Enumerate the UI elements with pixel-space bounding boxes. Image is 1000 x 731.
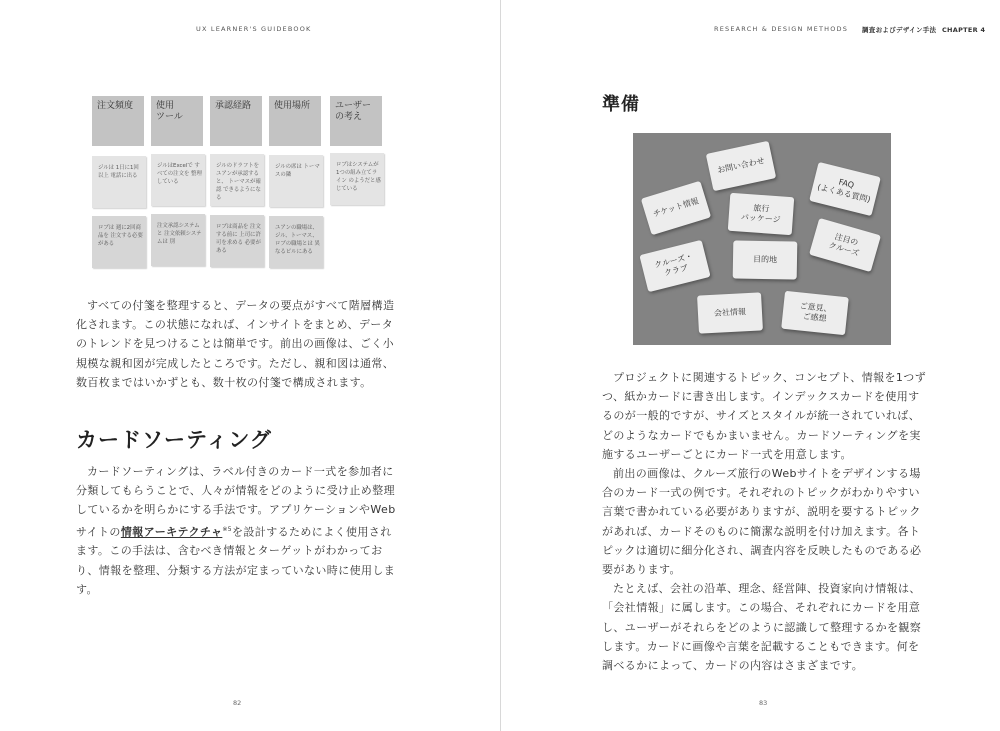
body-paragraph: たとえば、会社の沿革、理念、経営陣、投資家向け情報は、「会社情報」に属します。この場合、それぞれにカードを用意し、ユーザーがそれらをどのように認識して整理するかを観察します。カードに画像や言葉を記載することもできます。何を調べるかによって、カードの内容はさまざまです。 — [602, 582, 922, 673]
glossary-link[interactable]: 情報アーキテクチャ — [120, 525, 223, 539]
section-heading: 準備 — [602, 94, 640, 115]
section-heading: カードソーティング — [76, 428, 272, 452]
affinity-header: 使用 ツール — [151, 96, 203, 146]
topic-card: 目的地 — [733, 240, 798, 279]
topic-card: チケット情報 — [641, 181, 711, 235]
card-sorting-photo — [633, 133, 891, 345]
topic-card: ご意見、 ご感想 — [781, 291, 849, 335]
affinity-header: 承認経路 — [210, 96, 262, 146]
affinity-diagram — [92, 96, 392, 274]
topic-card: クルーズ・ クラブ — [639, 240, 710, 292]
topic-card: 注目の クルーズ — [809, 218, 881, 272]
sticky-note: ジルのドラフトを ユアンが承認すると、 トーマスが確認 できるようになる — [210, 154, 264, 206]
sticky-note: ジルはExcelで すべての注文を 整理している — [151, 154, 205, 206]
body-text — [602, 368, 928, 675]
sticky-note: ロブはシステムが 1つの組み立てライン のようだと感じている — [330, 153, 384, 205]
sticky-note: ジルの席は トーマスの隣 — [269, 155, 323, 207]
footnote-ref[interactable]: ※5 — [222, 525, 232, 533]
sticky-note: ユアンの職場は、 ジル、トーマス、 ロブの職場とは 異なるビルにある — [269, 216, 323, 268]
page-number: 82 — [233, 699, 242, 707]
paragraph-text: を設計するためによく使用されます。この手法は、含むべき情報とターゲットがわかっており、情報を整理、分類する方法が定まっていない時に使用します。 — [76, 525, 396, 596]
affinity-header: 注文頻度 — [92, 96, 144, 146]
page-gutter — [500, 0, 501, 731]
section-title-jp: 調査およびデザイン手法 — [862, 26, 937, 34]
affinity-header: 使用場所 — [269, 96, 321, 146]
topic-card: 会社情報 — [697, 292, 763, 333]
topic-card: 旅行 パッケージ — [728, 193, 794, 235]
topic-card: FAQ (よくある質問) — [809, 162, 881, 216]
sticky-note: ロブは 週に2回商品を 注文する必要がある — [92, 216, 146, 268]
running-header-right: RESEARCH & DESIGN METHODS — [714, 25, 849, 33]
page-number: 83 — [759, 699, 768, 707]
sticky-note: ジルは 1日に1回以上 電話に出る — [92, 156, 146, 208]
topic-card: お問い合わせ — [706, 141, 777, 191]
running-header-section — [862, 25, 985, 34]
affinity-header: ユーザー の考え — [330, 96, 382, 146]
running-header-left: UX LEARNER'S GUIDEBOOK — [196, 25, 312, 33]
body-paragraph: プロジェクトに関連するトピック、コンセプト、情報を1つずつ、紙かカードに書き出します。インデックスカードを使用するのが一般的ですが、サイズとスタイルが統一されていれば、どのようなカードでもかまいません。カードソーティングを実施するユーザーごとにカード一式を用意します。 — [602, 371, 927, 461]
chapter-label: CHAPTER 4 — [941, 26, 986, 34]
sticky-note: 注文承認システムと 注文依頼システムは 別 — [151, 214, 205, 266]
sticky-note: ロブは商品を 注文する前に 上司に許可を求める 必要がある — [210, 215, 264, 267]
body-paragraph: すべての付箋を整理すると、データの要点がすべて階層構造化されます。この状態になれば、インサイトをまとめ、データのトレンドを見つけることは簡単です。前出の画像は、ごく小規模な親和図が完成したところです。ただし、親和図は通常、数百枚まではいかずとも、数十枚の付箋で構成されます。 — [76, 299, 395, 389]
body-paragraph: 前出の画像は、クルーズ旅行のWebサイトをデザインする場合のカード一式の例です。それぞれのトピックがわかりやすい言葉で書かれている必要がありますが、説明を要するトピックがあれば、カードそのものに簡潔な説明を付け加えます。各トピックは適切に細分化され、調査内容を反映したものである必要があります。 — [602, 467, 922, 577]
paragraph-text: カードソーティングは、ラベル付きのカード一式を参加者に分類してもらうことで、人々が情報をどのように受け止め整理しているかを明らかにする手法です。アプリケーションやWebサイトの — [76, 465, 396, 539]
body-paragraph — [76, 462, 402, 599]
